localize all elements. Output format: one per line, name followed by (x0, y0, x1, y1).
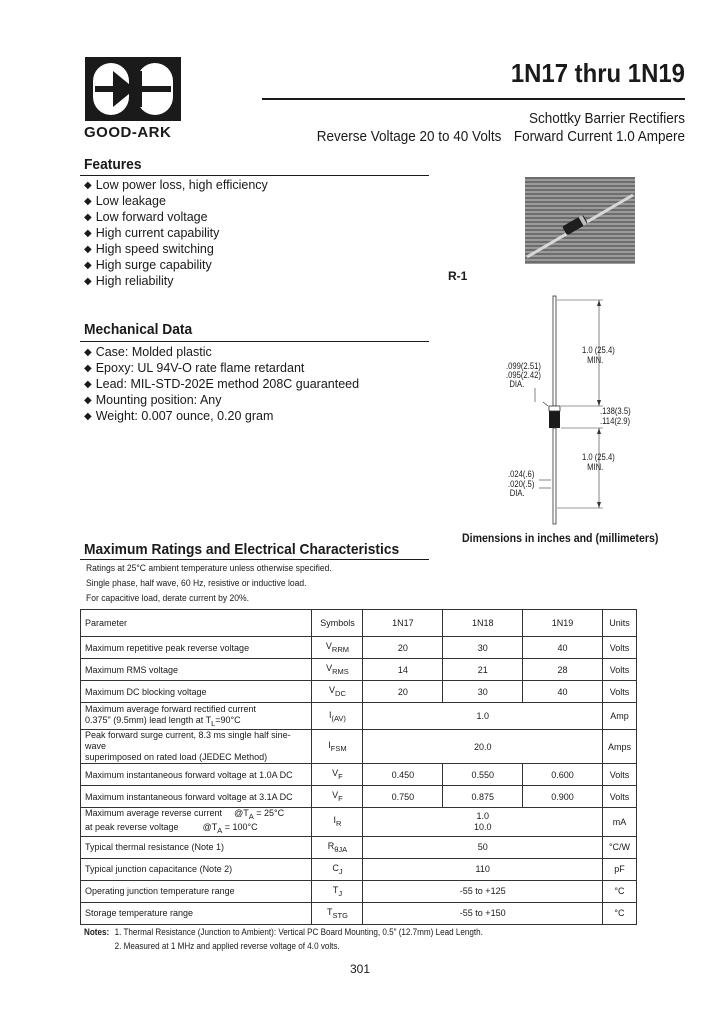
table-row (81, 681, 637, 703)
cell-value: 28 (523, 659, 603, 681)
symbol-text: T (326, 906, 333, 917)
col-header-1n19: 1N19 (523, 610, 603, 637)
symbol-text: V (332, 790, 339, 801)
cond-sub: A (217, 825, 223, 835)
cell-parameter: Typical thermal resistance (Note 1) (81, 836, 312, 858)
param-condition (203, 822, 258, 836)
symbol-sub: STG (332, 910, 348, 920)
param-condition (234, 808, 284, 822)
list-item: ◆ Mounting position: Any (84, 393, 359, 409)
param-sub: L (211, 718, 216, 728)
diode-photo-image (525, 177, 635, 264)
list-item: ◆ Low forward voltage (84, 210, 268, 226)
col-header-parameter: Parameter (81, 610, 312, 637)
note-2: 2. Measured at 1 MHz and applied reverse voltage of 4.0 volts. (114, 941, 340, 951)
table-row (81, 659, 637, 681)
symbol-sub: RMS (332, 666, 349, 676)
dim-body-dia-max: .099(2.51) (506, 361, 541, 371)
symbol-sub: F (338, 771, 343, 781)
symbol-sub: θJA (334, 844, 348, 854)
param-text: 0.375" (9.5mm) lead length at T (85, 714, 212, 725)
ratings-rule (80, 559, 429, 560)
notes-label: Notes: (84, 927, 110, 937)
cell-value (363, 808, 603, 837)
cell-unit: Volts (602, 764, 636, 786)
ratings-table (80, 609, 637, 925)
list-item: ◆ High surge capability (84, 258, 268, 274)
symbol-text: V (326, 663, 333, 674)
cell-parameter (81, 703, 312, 730)
list-item: ◆ High current capability (84, 226, 268, 242)
page-number: 301 (349, 962, 371, 976)
intro-line: Ratings at 25°C ambient temperature unless otherwise specified. (86, 563, 332, 574)
cell-symbol (312, 637, 363, 659)
mechanical-heading: Mechanical Data (84, 321, 193, 338)
cell-unit: mA (602, 808, 636, 837)
cell-parameter (81, 808, 312, 837)
mechanical-rule (80, 341, 429, 342)
dim-bottom-lead-value: 1.0 (25.4) (582, 452, 615, 462)
param-text: Maximum average reverse current (85, 808, 223, 818)
cell-symbol (312, 880, 363, 902)
cell-unit: Amp (602, 703, 636, 730)
value-line: 10.0 (473, 821, 492, 832)
dim-body-dia-min: .095(2.42) (506, 370, 541, 380)
dim-top-lead-value: 1.0 (25.4) (582, 345, 615, 355)
col-header-1n18: 1N18 (443, 610, 523, 637)
param-line: superimposed on rated load (JEDEC Method) (85, 752, 268, 762)
cell-unit: pF (602, 858, 636, 880)
mechanical-list (84, 345, 359, 425)
symbol-text: I (333, 815, 336, 826)
cell-value: 0.450 (363, 764, 443, 786)
cell-parameter: Maximum RMS voltage (81, 659, 312, 681)
cell-parameter: Maximum instantaneous forward voltage at 1.0A DC (81, 764, 312, 786)
cell-symbol (312, 681, 363, 703)
features-rule (80, 175, 429, 176)
table-row (81, 786, 637, 808)
list-item: ◆ Low power loss, high efficiency (84, 178, 268, 194)
dim-lead-dia-label: DIA. (509, 488, 525, 498)
table-row (81, 902, 637, 924)
param-line: Peak forward surge current, 8.3 ms single half sine-wave (85, 730, 291, 751)
param-text: at peak reverse voltage (85, 821, 179, 832)
company-logo (85, 57, 181, 121)
cell-value: 20 (363, 637, 443, 659)
package-name: R-1 (448, 269, 468, 283)
dim-lead-diameter (508, 470, 534, 499)
symbol-sub: DC (335, 688, 346, 698)
cell-parameter (81, 730, 312, 764)
table-row (81, 836, 637, 858)
cell-value: 0.550 (443, 764, 523, 786)
list-item: ◆ High reliability (84, 274, 268, 290)
list-item: ◆ High speed switching (84, 242, 268, 258)
param-line (85, 715, 307, 729)
list-item: ◆ Low leakage (84, 194, 268, 210)
note-line (84, 925, 483, 939)
symbol-text: I (328, 709, 332, 720)
cell-symbol (312, 786, 363, 808)
forward-current-text: Forward Current 1.0 Ampere (513, 128, 685, 145)
table-header-row (81, 610, 637, 637)
table-row (81, 764, 637, 786)
dimension-caption: Dimensions in inches and (millimeters) (462, 533, 659, 545)
cell-symbol (312, 764, 363, 786)
brand-name: GOOD-ARK (84, 124, 172, 141)
col-header-1n17: 1N17 (363, 610, 443, 637)
cell-parameter: Maximum repetitive peak reverse voltage (81, 637, 312, 659)
cell-unit: Volts (602, 786, 636, 808)
cell-symbol (312, 902, 363, 924)
cell-value: 14 (363, 659, 443, 681)
cell-parameter: Storage temperature range (81, 902, 312, 924)
cond-text: = 100°C (222, 821, 258, 832)
symbol-sub: J (338, 888, 343, 898)
cond-text: @T (202, 821, 218, 832)
cell-unit: °C (602, 880, 636, 902)
list-item: ◆ Lead: MIL-STD-202E method 208C guaranteed (84, 377, 359, 393)
cell-parameter: Typical junction capacitance (Note 2) (81, 858, 312, 880)
cell-symbol (312, 808, 363, 837)
cell-symbol (312, 730, 363, 764)
cell-value: 0.900 (523, 786, 603, 808)
dim-lead-dia-min: .020(.5) (508, 478, 535, 489)
intro-line: For capacitive load, derate current by 20%. (86, 593, 250, 604)
dim-body-dia-label: DIA. (509, 379, 525, 389)
table-row (81, 808, 637, 837)
dim-body-len-min: .114(2.9) (600, 416, 631, 426)
symbol-sub: RRM (331, 644, 349, 654)
table-row (81, 703, 637, 730)
dim-bottom-lead-min: MIN. (587, 462, 604, 472)
cell-symbol (312, 703, 363, 730)
cell-value: -55 to +125 (363, 880, 603, 902)
param-line (85, 808, 307, 822)
list-item: ◆ Epoxy: UL 94V-O rate flame retardant (84, 361, 359, 377)
dim-top-lead-min: MIN. (587, 355, 604, 365)
symbol-sub: F (338, 793, 343, 803)
dim-body-diameter (506, 362, 541, 389)
product-subtitle: Schottky Barrier Rectifiers (528, 110, 685, 127)
header-divider (262, 98, 685, 100)
cell-unit: Volts (602, 681, 636, 703)
diode-symbol-icon (85, 57, 181, 121)
cell-value: 1.0 (363, 703, 603, 730)
cell-value: 40 (523, 637, 603, 659)
dim-body-length (600, 406, 631, 426)
param-line (85, 822, 307, 836)
table-row (81, 858, 637, 880)
list-item: ◆ Weight: 0.007 ounce, 0.20 gram (84, 409, 359, 425)
table-row (81, 730, 637, 764)
symbol-sub: J (338, 866, 343, 876)
cell-value: 30 (443, 637, 523, 659)
cell-parameter: Maximum DC blocking voltage (81, 681, 312, 703)
cond-sub: A (248, 811, 254, 821)
symbol-sub: FSM (330, 743, 347, 753)
features-list (84, 178, 268, 290)
intro-line: Single phase, half wave, 60 Hz, resistive or inductive load. (86, 578, 307, 589)
page-title: 1N17 thru 1N19 (510, 58, 685, 88)
dim-body-len-max: .138(3.5) (600, 406, 631, 416)
cond-text: = 25°C (253, 808, 285, 818)
cell-value: 110 (363, 858, 603, 880)
cell-parameter: Operating junction temperature range (81, 880, 312, 902)
reverse-voltage-text: Reverse Voltage 20 to 40 Volts (316, 128, 502, 145)
footnotes (84, 925, 483, 953)
symbol-text: V (325, 641, 332, 652)
cell-unit: °C/W (602, 836, 636, 858)
cell-value: 21 (443, 659, 523, 681)
cell-value: 50 (363, 836, 603, 858)
symbol-sub: R (336, 819, 342, 829)
dim-bottom-lead (582, 452, 615, 472)
value-line: 1.0 (476, 810, 489, 821)
cell-unit: Amps (602, 730, 636, 764)
cell-symbol (312, 836, 363, 858)
ratings-intro (86, 561, 332, 606)
col-header-symbols: Symbols (312, 610, 363, 637)
symbol-text: C (332, 862, 339, 873)
cell-value: 0.750 (363, 786, 443, 808)
symbol-text: T (332, 884, 339, 895)
cell-value: -55 to +150 (363, 902, 603, 924)
features-heading: Features (84, 156, 142, 173)
symbol-sub: (AV) (331, 713, 346, 723)
cell-parameter: Maximum instantaneous forward voltage at 3.1A DC (81, 786, 312, 808)
cell-value: 40 (523, 681, 603, 703)
param-text: =90°C (215, 714, 241, 725)
cell-unit: Volts (602, 659, 636, 681)
cell-unit: °C (602, 902, 636, 924)
table-row (81, 880, 637, 902)
cell-unit: Volts (602, 637, 636, 659)
cell-value: 20 (363, 681, 443, 703)
symbol-text: V (332, 768, 339, 779)
table-row (81, 637, 637, 659)
dim-top-lead (582, 345, 615, 365)
ratings-heading: Maximum Ratings and Electrical Characteristics (84, 541, 400, 558)
col-header-units: Units (602, 610, 636, 637)
cell-symbol (312, 858, 363, 880)
cell-symbol (312, 659, 363, 681)
symbol-text: R (327, 840, 335, 851)
note-1: 1. Thermal Resistance (Junction to Ambient): Vertical PC Board Mounting, 0.5" (12.7mm) Lead Length. (114, 927, 483, 937)
param-line: Maximum average forward rectified current (85, 703, 257, 714)
dim-lead-dia-max: .024(.6) (508, 469, 535, 479)
cond-text: @T (234, 808, 249, 818)
cell-value: 30 (443, 681, 523, 703)
cell-value: 0.875 (443, 786, 523, 808)
list-item: ◆ Case: Molded plastic (84, 345, 359, 361)
product-photo (525, 177, 635, 264)
cell-value: 0.600 (523, 764, 603, 786)
symbol-text: V (329, 685, 336, 696)
spec-summary (294, 128, 686, 145)
symbol-text: I (328, 740, 331, 751)
cell-value: 20.0 (363, 730, 603, 764)
